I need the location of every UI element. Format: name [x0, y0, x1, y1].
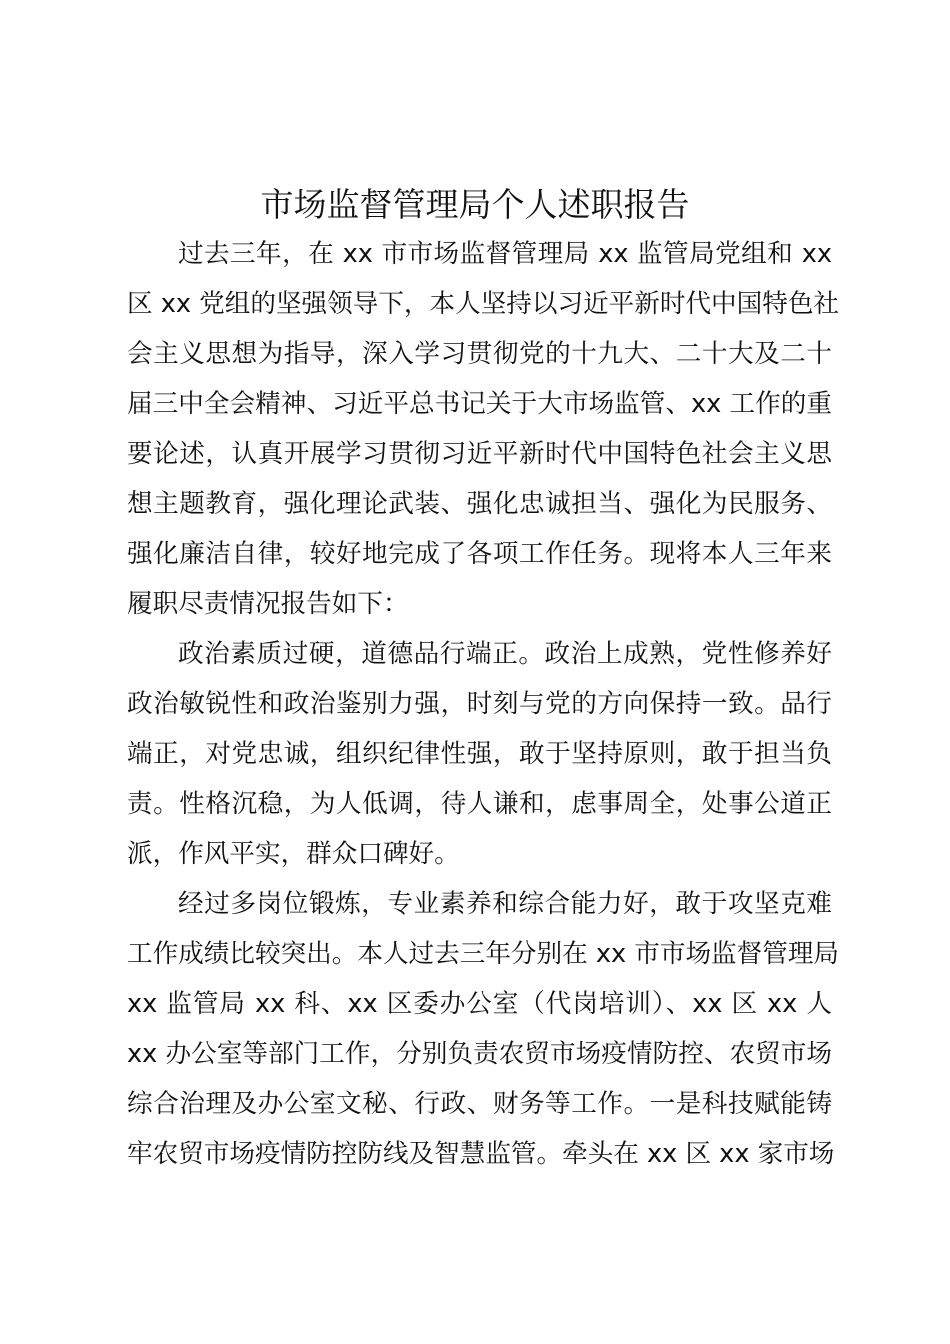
paragraph-1-line-1: 过去三年，在 xx 市市场监督管理局 xx 监管局党组和 xx — [178, 239, 832, 269]
paragraph-3-line-5: 综合治理及办公室文秘、行政、财务等工作。一是科技赋能铸 — [127, 1089, 832, 1119]
paragraph-1-line-3: 会主义思想为指导，深入学习贯彻党的十九大、二十大及二十 — [127, 339, 832, 369]
paragraph-1-line-6: 想主题教育，强化理论武装、强化忠诚担当、强化为民服务、 — [127, 489, 832, 519]
paragraph-2-line-4: 责。性格沉稳，为人低调，待人谦和，虑事周全，处事公道正 — [127, 789, 832, 819]
paragraph-2-line-1: 政治素质过硬，道德品行端正。政治上成熟，党性修养好 — [178, 639, 832, 669]
paragraph-1-line-5: 要论述，认真开展学习贯彻习近平新时代中国特色社会主义思 — [127, 439, 832, 469]
paragraph-2-line-5: 派，作风平实，群众口碑好。 — [127, 839, 460, 869]
paragraph-3-line-4: xx 办公室等部门工作，分别负责农贸市场疫情防控、农贸市场 — [127, 1039, 832, 1069]
paragraph-3-line-3: xx 监管局 xx 科、xx 区委办公室（代岗培训）、xx 区 xx 人 — [127, 989, 832, 1019]
paragraph-3-line-2: 工作成绩比较突出。本人过去三年分别在 xx 市市场监督管理局 — [127, 939, 840, 969]
paragraph-2-line-2: 政治敏锐性和政治鉴别力强，时刻与党的方向保持一致。品行 — [127, 689, 832, 719]
document-body — [127, 229, 840, 1179]
document-title: 市场监督管理局个人述职报告 — [260, 185, 690, 224]
paragraph-3-line-6: 牢农贸市场疫情防控防线及智慧监管。牵头在 xx 区 xx 家市场 — [127, 1139, 835, 1169]
paragraph-1-line-7: 强化廉洁自律，较好地完成了各项工作任务。现将本人三年来 — [127, 539, 832, 569]
paragraph-1-line-2: 区 xx 党组的坚强领导下，本人坚持以习近平新时代中国特色社 — [127, 289, 840, 319]
paragraph-3-line-1: 经过多岗位锻炼，专业素养和综合能力好，敢于攻坚克难 — [178, 889, 832, 919]
paragraph-2-line-3: 端正，对党忠诚，组织纪律性强，敢于坚持原则，敢于担当负 — [127, 739, 832, 769]
paragraph-1-line-8: 履职尽责情况报告如下： — [127, 589, 409, 619]
paragraph-1-line-4: 届三中全会精神、习近平总书记关于大市场监管、xx 工作的重 — [127, 389, 832, 419]
